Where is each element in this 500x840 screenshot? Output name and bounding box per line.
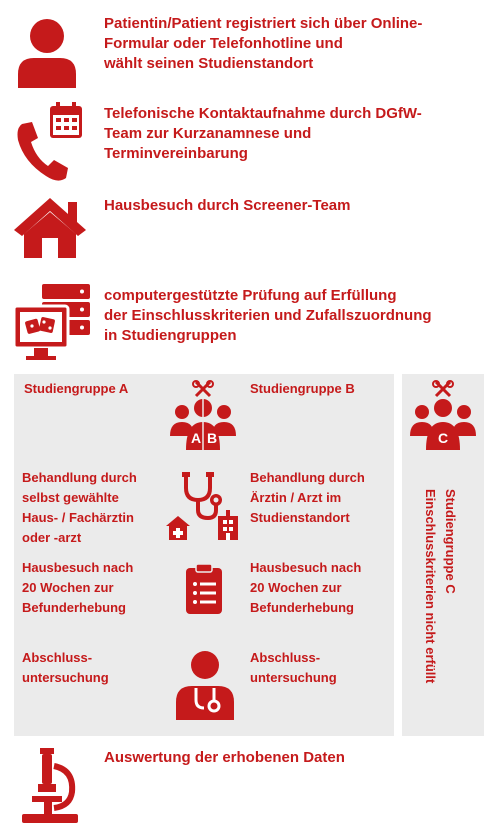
clipboard-icon xyxy=(184,562,224,616)
group-a-final-text: Abschluss- untersuchung xyxy=(22,650,109,685)
group-b-visit-text: Hausbesuch nach 20 Wochen zur Befunderhebung xyxy=(250,560,362,615)
group-b-badge: B xyxy=(206,430,218,446)
computer-server-icon xyxy=(12,282,92,362)
group-a-treatment-text: Behandlung durch selbst gewählte Haus- / Fachärztin oder -arzt xyxy=(22,470,137,545)
house-icon xyxy=(12,194,88,260)
doctor-icon xyxy=(174,650,236,720)
step-contact-text: Telefonische Kontaktaufnahme durch DGfW- Team zur Kurzanamnese und Terminvereinbarung xyxy=(104,105,422,162)
person-icon xyxy=(14,12,80,88)
group-a-title: Studiengruppe A xyxy=(24,381,129,396)
step-evaluation-text: Auswertung der erhobenen Daten xyxy=(104,749,345,766)
group-c-label: Studiengruppe C Einschlusskriterien nicht erfüllt xyxy=(423,488,458,684)
step-randomization-text: computergestützte Prüfung auf Erfüllung der Einschlusskriterien und Zufallszuordnung in Studiengruppen xyxy=(104,287,432,344)
group-c-label-wrap xyxy=(410,466,470,706)
group-c-badge: C xyxy=(437,430,449,446)
step-registration-text: Patientin/Patient registriert sich über Online- Formular oder Telefonhotline und wählt seinen Studienstandort xyxy=(104,15,423,72)
stethoscope-icon xyxy=(164,470,244,542)
group-a-badge: A xyxy=(190,430,202,446)
phone-calendar-icon xyxy=(12,102,84,182)
microscope-icon xyxy=(18,746,82,824)
group-a-visit-text: Hausbesuch nach 20 Wochen zur Befunderhebung xyxy=(22,560,134,615)
group-b-title: Studiengruppe B xyxy=(250,381,355,396)
step-home-visit-text: Hausbesuch durch Screener-Team xyxy=(104,197,351,214)
group-b-final-text: Abschluss- untersuchung xyxy=(250,650,337,685)
group-b-treatment-text: Behandlung durch Ärztin / Arzt im Studienstandort xyxy=(250,470,365,525)
